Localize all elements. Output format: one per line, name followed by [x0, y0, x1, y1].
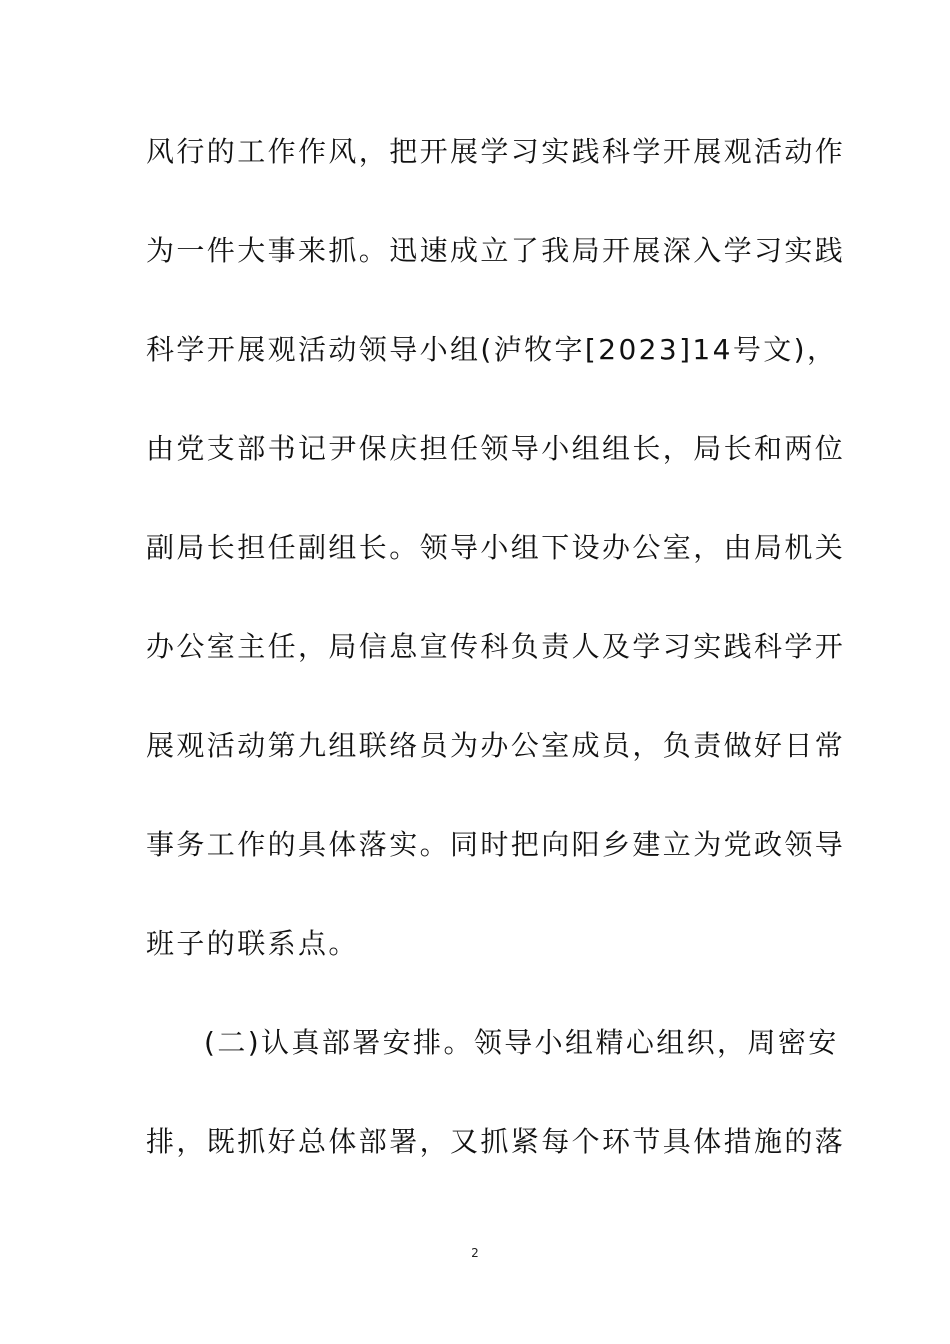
text-line: 排，既抓好总体部署，又抓紧每个环节具体措施的落	[146, 1125, 846, 1158]
text-line: 事务工作的具体落实。同时把向阳乡建立为党政领导	[146, 828, 846, 861]
text-line: 为一件大事来抓。迅速成立了我局开展深入学习实践	[146, 234, 846, 267]
text-line: 副局长担任副组长。领导小组下设办公室，由局机关	[146, 531, 846, 564]
text-line: 科学开展观活动领导小组(泸牧字[2023]14号文)，	[146, 333, 838, 366]
page-number: 2	[471, 1246, 479, 1260]
text-line: 展观活动第九组联络员为办公室成员，负责做好日常	[146, 729, 846, 762]
text-line: 风行的工作作风，把开展学习实践科学开展观活动作	[146, 135, 846, 168]
text-line: 由党支部书记尹保庆担任领导小组组长，局长和两位	[146, 432, 846, 465]
text-line: 办公室主任，局信息宣传科负责人及学习实践科学开	[146, 630, 846, 663]
section-heading-line: (二)认真部署安排。领导小组精心组织，周密安	[204, 1026, 839, 1059]
body-text	[146, 128, 846, 1217]
text-line: 班子的联系点。	[146, 927, 359, 960]
